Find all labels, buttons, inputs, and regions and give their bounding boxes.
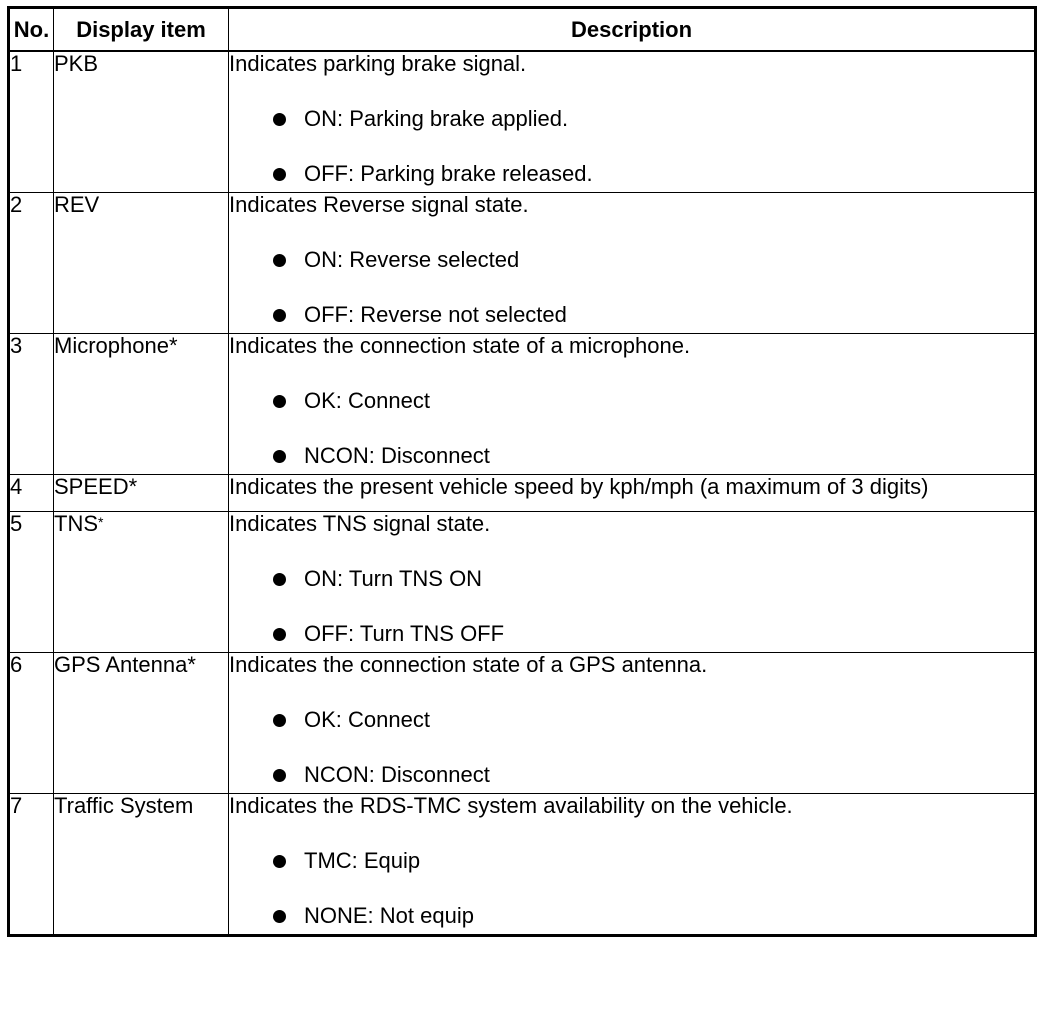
table-row bbox=[9, 475, 1036, 512]
bullet-icon bbox=[273, 450, 286, 463]
row-number: 6 bbox=[9, 653, 54, 794]
display-item: REV bbox=[54, 193, 229, 334]
bullet-text: NONE: Not equip bbox=[304, 903, 474, 928]
bullet-icon bbox=[273, 714, 286, 727]
list-item bbox=[229, 389, 1034, 413]
description-text: Indicates Reverse signal state. bbox=[229, 192, 529, 217]
table-row bbox=[9, 193, 1036, 334]
description-cell bbox=[229, 193, 1036, 334]
row-number: 2 bbox=[9, 193, 54, 334]
bullet-text: OK: Connect bbox=[304, 388, 430, 413]
display-item: Microphone* bbox=[54, 334, 229, 475]
description-cell bbox=[229, 475, 1036, 512]
row-number: 4 bbox=[9, 475, 54, 512]
bullet-icon bbox=[273, 573, 286, 586]
bullet-icon bbox=[273, 855, 286, 868]
description-text: Indicates the present vehicle speed by kph/mph (a maximum of 3 digits) bbox=[229, 474, 929, 499]
list-item bbox=[229, 248, 1034, 272]
row-number: 5 bbox=[9, 512, 54, 653]
description-cell bbox=[229, 51, 1036, 193]
row-number: 1 bbox=[9, 51, 54, 193]
bullet-list bbox=[229, 849, 1034, 928]
bullet-icon bbox=[273, 113, 286, 126]
bullet-list bbox=[229, 567, 1034, 646]
header-display-item: Display item bbox=[54, 8, 229, 52]
bullet-icon bbox=[273, 910, 286, 923]
bullet-icon bbox=[273, 395, 286, 408]
bullet-list bbox=[229, 107, 1034, 186]
description-text: Indicates the connection state of a GPS antenna. bbox=[229, 652, 708, 677]
list-item bbox=[229, 622, 1034, 646]
bullet-list bbox=[229, 708, 1034, 787]
bullet-icon bbox=[273, 628, 286, 641]
bullet-text: OFF: Parking brake released. bbox=[304, 161, 593, 186]
bullet-icon bbox=[273, 254, 286, 267]
list-item bbox=[229, 162, 1034, 186]
list-item bbox=[229, 107, 1034, 131]
description-text: Indicates TNS signal state. bbox=[229, 511, 491, 536]
bullet-text: NCON: Disconnect bbox=[304, 443, 490, 468]
bullet-text: ON: Reverse selected bbox=[304, 247, 520, 272]
bullet-icon bbox=[273, 168, 286, 181]
bullet-text: OK: Connect bbox=[304, 707, 430, 732]
display-item: Traffic System bbox=[54, 794, 229, 936]
description-cell bbox=[229, 512, 1036, 653]
list-item bbox=[229, 708, 1034, 732]
table-row bbox=[9, 794, 1036, 936]
display-item-table bbox=[7, 6, 1037, 937]
display-item: GPS Antenna* bbox=[54, 653, 229, 794]
bullet-text: ON: Parking brake applied. bbox=[304, 106, 569, 131]
description-cell bbox=[229, 334, 1036, 475]
table-row bbox=[9, 334, 1036, 475]
list-item bbox=[229, 567, 1034, 591]
header-description: Description bbox=[229, 8, 1036, 52]
table-row bbox=[9, 51, 1036, 193]
list-item bbox=[229, 904, 1034, 928]
list-item bbox=[229, 763, 1034, 787]
description-text: Indicates parking brake signal. bbox=[229, 51, 527, 76]
table-row bbox=[9, 653, 1036, 794]
bullet-icon bbox=[273, 769, 286, 782]
bullet-text: ON: Turn TNS ON bbox=[304, 566, 483, 591]
row-number: 7 bbox=[9, 794, 54, 936]
bullet-icon bbox=[273, 309, 286, 322]
bullet-text: OFF: Reverse not selected bbox=[304, 302, 567, 327]
footnote-marker: * bbox=[98, 514, 104, 530]
row-number: 3 bbox=[9, 334, 54, 475]
bullet-text: NCON: Disconnect bbox=[304, 762, 490, 787]
list-item bbox=[229, 849, 1034, 873]
bullet-list bbox=[229, 389, 1034, 468]
header-row bbox=[9, 8, 1036, 52]
description-text: Indicates the connection state of a microphone. bbox=[229, 333, 691, 358]
display-item bbox=[54, 512, 229, 653]
description-cell bbox=[229, 794, 1036, 936]
header-no: No. bbox=[9, 8, 54, 52]
list-item bbox=[229, 444, 1034, 468]
display-item-text: TNS bbox=[54, 511, 98, 536]
description-text: Indicates the RDS-TMC system availability on the vehicle. bbox=[229, 793, 793, 818]
bullet-text: OFF: Turn TNS OFF bbox=[304, 621, 505, 646]
description-cell bbox=[229, 653, 1036, 794]
display-item: PKB bbox=[54, 51, 229, 193]
table-row bbox=[9, 512, 1036, 653]
bullet-text: TMC: Equip bbox=[304, 848, 421, 873]
list-item bbox=[229, 303, 1034, 327]
display-item: SPEED* bbox=[54, 475, 229, 512]
bullet-list bbox=[229, 248, 1034, 327]
